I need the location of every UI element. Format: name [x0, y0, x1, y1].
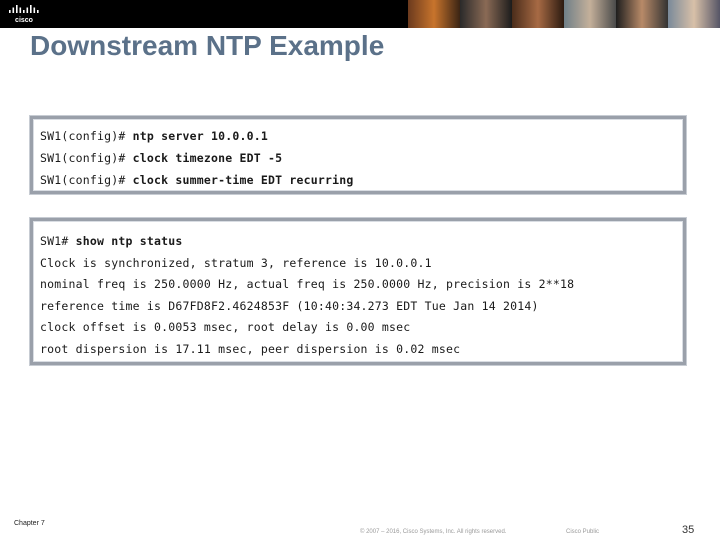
photo-5 — [616, 0, 668, 28]
photo-1 — [408, 0, 460, 28]
cli-output-line: root dispersion is 17.11 msec, peer dispersion is 0.02 msec — [40, 341, 461, 356]
photo-6 — [668, 0, 720, 28]
cisco-logo-text: cisco — [15, 17, 33, 24]
cli-output-line: reference time is D67FD8F2.4624853F (10:40:34.273 EDT Tue Jan 14 2014) — [40, 298, 539, 313]
status-cli-box — [30, 218, 686, 365]
cli-prompt: SW1(config)# — [40, 173, 126, 187]
cli-command: show ntp status — [75, 234, 183, 248]
photo-2 — [460, 0, 512, 28]
cli-prompt: SW1(config)# — [40, 129, 126, 143]
cisco-logo — [8, 4, 42, 24]
cli-line — [40, 169, 683, 191]
header-bar — [0, 0, 720, 28]
slide-title: Downstream NTP Example — [30, 30, 385, 61]
cli-line — [40, 147, 683, 169]
page-number: 35 — [682, 524, 695, 536]
photo-3 — [512, 0, 564, 28]
cli-command: ntp server 10.0.0.1 — [132, 129, 268, 143]
cli-prompt: SW1(config)# — [40, 151, 126, 165]
cli-output-line: Clock is synchronized, stratum 3, reference is 10.0.0.1 — [40, 255, 432, 270]
config-cli-box — [30, 116, 686, 194]
footer-copyright: © 2007 – 2016, Cisco Systems, Inc. All rights reserved. — [360, 529, 507, 535]
header-photo-strip — [408, 0, 720, 28]
cli-output-line: clock offset is 0.0053 msec, root delay is 0.00 msec — [40, 320, 411, 334]
footer-classification: Cisco Public — [566, 529, 600, 535]
cli-command: clock summer-time EDT recurring — [132, 173, 354, 187]
cli-prompt: SW1# — [40, 234, 69, 248]
cli-line — [40, 231, 683, 253]
cli-command: clock timezone EDT -5 — [132, 151, 283, 165]
photo-4 — [564, 0, 616, 28]
footer-chapter: Chapter 7 — [14, 520, 45, 527]
cli-output-line: nominal freq is 250.0000 Hz, actual freq is 250.0000 Hz, precision is 2**18 — [40, 277, 575, 291]
cli-line — [40, 125, 683, 147]
